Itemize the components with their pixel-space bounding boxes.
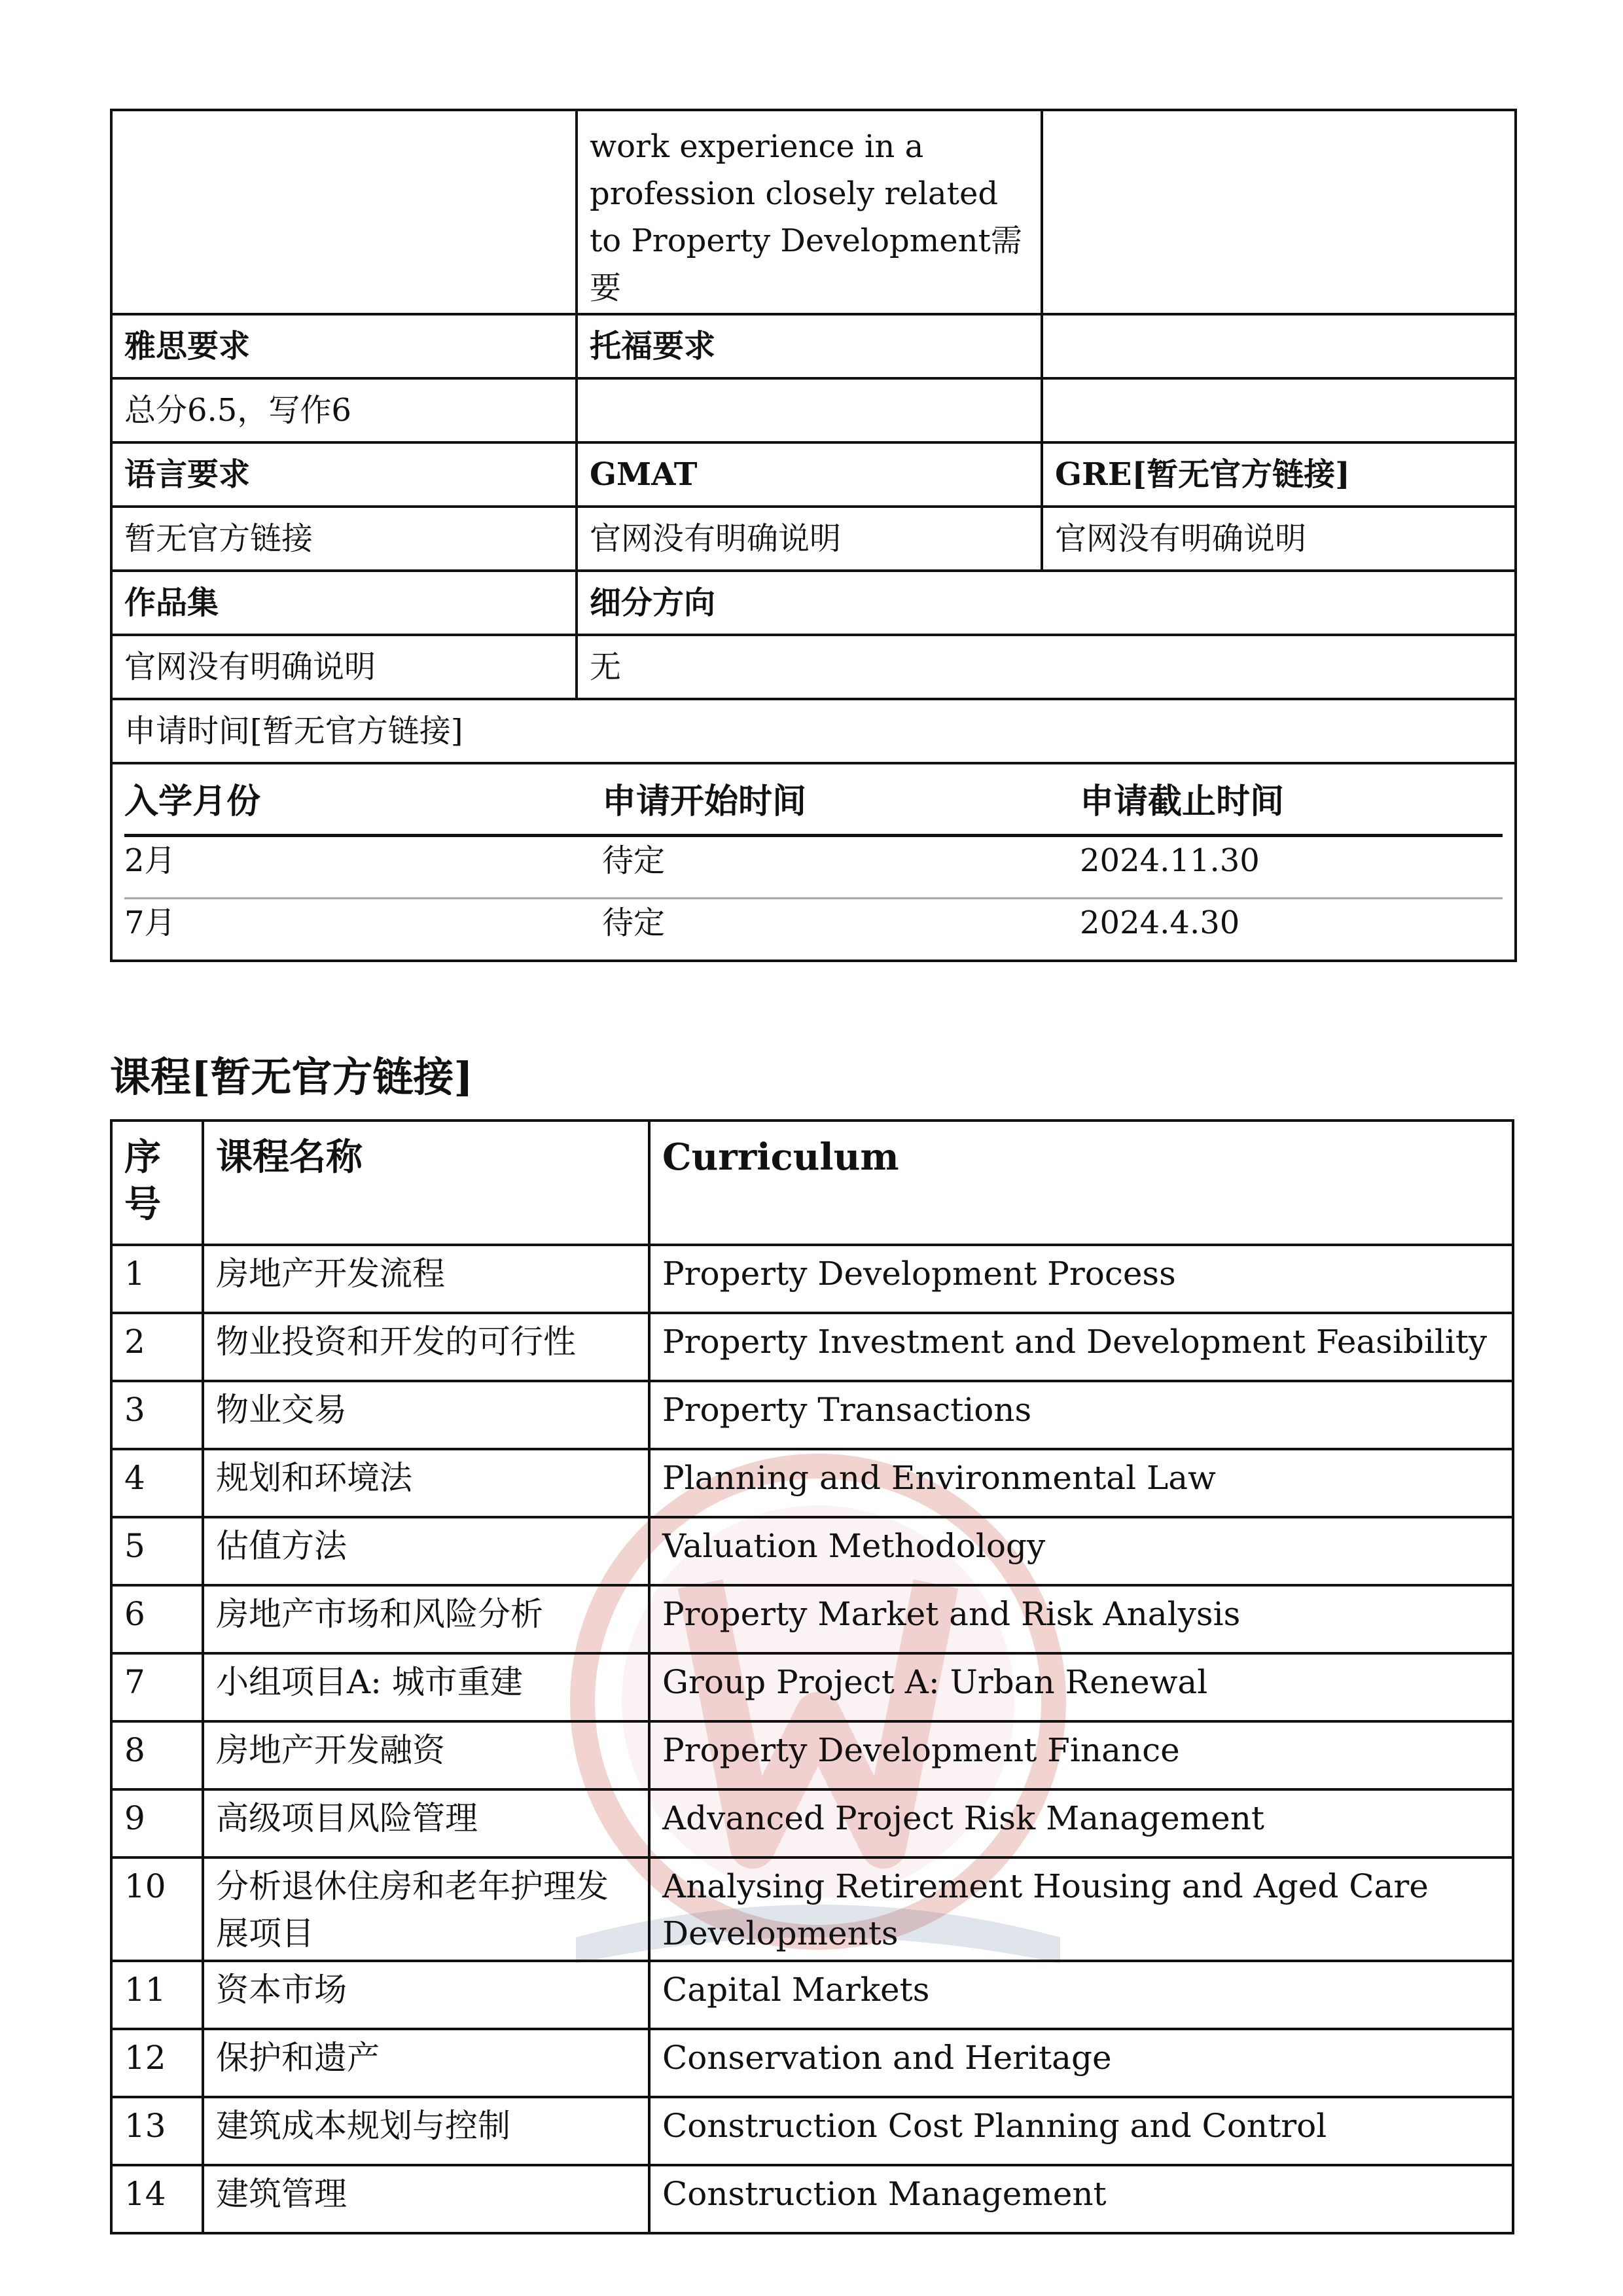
course-index: 8 (111, 1721, 203, 1789)
course-header-curriculum: Curriculum (649, 1121, 1513, 1245)
dates-header: 申请开始时间 (602, 770, 1080, 836)
direction-value: 无 (577, 635, 1516, 699)
gmat-value: 官网没有明确说明 (577, 507, 1042, 571)
direction-header: 细分方向 (577, 571, 1516, 635)
empty-cell (1042, 110, 1516, 314)
language-value: 暂无官方链接 (111, 507, 577, 571)
course-name-en: Construction Management (649, 2165, 1513, 2233)
course-name-cn: 高级项目风险管理 (203, 1789, 649, 1857)
course-name-cn: 房地产开发融资 (203, 1721, 649, 1789)
gmat-header: GMAT (577, 442, 1042, 507)
course-index: 9 (111, 1789, 203, 1857)
portfolio-value: 官网没有明确说明 (111, 635, 577, 699)
table-row (111, 2165, 1513, 2233)
course-index: 14 (111, 2165, 203, 2233)
course-name-en: Property Market and Risk Analysis (649, 1585, 1513, 1653)
course-name-en: Construction Cost Planning and Control (649, 2097, 1513, 2165)
dates-header: 入学月份 (124, 770, 602, 836)
course-name-en: Advanced Project Risk Management (649, 1789, 1513, 1857)
table-row (111, 1857, 1513, 1961)
course-index: 13 (111, 2097, 203, 2165)
language-header: 语言要求 (111, 442, 577, 507)
course-index: 10 (111, 1857, 203, 1961)
course-name-cn: 资本市场 (203, 1961, 649, 2029)
course-header-index: 序号 (111, 1121, 203, 1245)
course-name-cn: 物业投资和开发的可行性 (203, 1313, 649, 1381)
course-name-en: Group Project A: Urban Renewal (649, 1653, 1513, 1721)
course-name-en: Property Development Process (649, 1245, 1513, 1313)
table-row (111, 1449, 1513, 1517)
table-row (111, 635, 1516, 699)
course-index: 12 (111, 2029, 203, 2097)
dates-header: 申请截止时间 (1080, 770, 1503, 836)
course-index: 7 (111, 1653, 203, 1721)
course-name-cn: 房地产市场和风险分析 (203, 1585, 649, 1653)
table-row (111, 571, 1516, 635)
course-section-title: 课程[暂无官方链接] (110, 1053, 473, 1101)
gre-header: GRE[暂无官方链接] (1042, 442, 1516, 507)
table-row (111, 2097, 1513, 2165)
table-row (111, 507, 1516, 571)
table-row (111, 1245, 1513, 1313)
course-name-cn: 小组项目A: 城市重建 (203, 1653, 649, 1721)
table-row (111, 1789, 1513, 1857)
table-row (111, 378, 1516, 442)
dates-cell-value: 待定 (602, 905, 666, 941)
dates-row (124, 899, 1503, 960)
dates-table (124, 770, 1503, 960)
course-name-en: Property Development Finance (649, 1721, 1513, 1789)
empty-cell (111, 110, 577, 314)
course-name-en: Valuation Methodology (649, 1517, 1513, 1585)
course-name-cn: 物业交易 (203, 1381, 649, 1449)
table-row (111, 1585, 1513, 1653)
course-name-cn: 建筑成本规划与控制 (203, 2097, 649, 2165)
course-body (111, 1245, 1513, 2233)
course-header-name: 课程名称 (203, 1121, 649, 1245)
course-header-row (111, 1121, 1513, 1245)
course-index: 3 (111, 1381, 203, 1449)
table-row (111, 699, 1516, 763)
requirements-section (110, 109, 1514, 962)
gre-value: 官网没有明确说明 (1042, 507, 1516, 571)
dates-header-row (124, 770, 1503, 836)
dates-cell-value: 2月 (124, 836, 602, 899)
table-row (111, 1653, 1513, 1721)
portfolio-header: 作品集 (111, 571, 577, 635)
course-name-cn: 分析退休住房和老年护理发展项目 (203, 1857, 649, 1961)
dates-cell-value: 7月 (124, 905, 176, 941)
dates-row (124, 836, 1503, 899)
course-name-cn: 规划和环境法 (203, 1449, 649, 1517)
table-row (111, 442, 1516, 507)
course-name-cn: 保护和遗产 (203, 2029, 649, 2097)
ielts-header: 雅思要求 (111, 314, 577, 378)
course-name-en: Property Transactions (649, 1381, 1513, 1449)
course-name-cn: 房地产开发流程 (203, 1245, 649, 1313)
table-row (111, 1517, 1513, 1585)
table-row (111, 1381, 1513, 1449)
dates-cell-value: 2024.11.30 (1080, 836, 1503, 899)
table-row (111, 763, 1516, 961)
toefl-header: 托福要求 (577, 314, 1042, 378)
table-row (111, 1961, 1513, 2029)
course-index: 2 (111, 1313, 203, 1381)
requirements-table (110, 109, 1517, 962)
course-name-en: Planning and Environmental Law (649, 1449, 1513, 1517)
dates-cell (111, 763, 1516, 961)
course-name-en: Analysing Retirement Housing and Aged Care Developments (649, 1857, 1513, 1961)
course-index: 1 (111, 1245, 203, 1313)
work-experience-text: work experience in a profession closely related to Property Development需要 (577, 110, 1042, 314)
application-time-label: 申请时间[暂无官方链接] (111, 699, 1516, 763)
empty-cell (1042, 314, 1516, 378)
table-row (111, 2029, 1513, 2097)
course-index: 11 (111, 1961, 203, 2029)
course-index: 6 (111, 1585, 203, 1653)
course-name-en: Conservation and Heritage (649, 2029, 1513, 2097)
empty-cell (1042, 378, 1516, 442)
course-table (110, 1119, 1514, 2234)
course-name-cn: 估值方法 (203, 1517, 649, 1585)
table-row (111, 110, 1516, 314)
table-row (111, 314, 1516, 378)
course-name-en: Capital Markets (649, 1961, 1513, 2029)
course-name-cn: 建筑管理 (203, 2165, 649, 2233)
dates-cell-value: 2024.4.30 (1080, 905, 1240, 941)
course-index: 4 (111, 1449, 203, 1517)
empty-cell (577, 378, 1042, 442)
table-row (111, 1313, 1513, 1381)
table-row (111, 1721, 1513, 1789)
dates-cell-value: 待定 (602, 836, 1080, 899)
ielts-value: 总分6.5，写作6 (111, 378, 577, 442)
course-index: 5 (111, 1517, 203, 1585)
course-name-en: Property Investment and Development Feasibility (649, 1313, 1513, 1381)
